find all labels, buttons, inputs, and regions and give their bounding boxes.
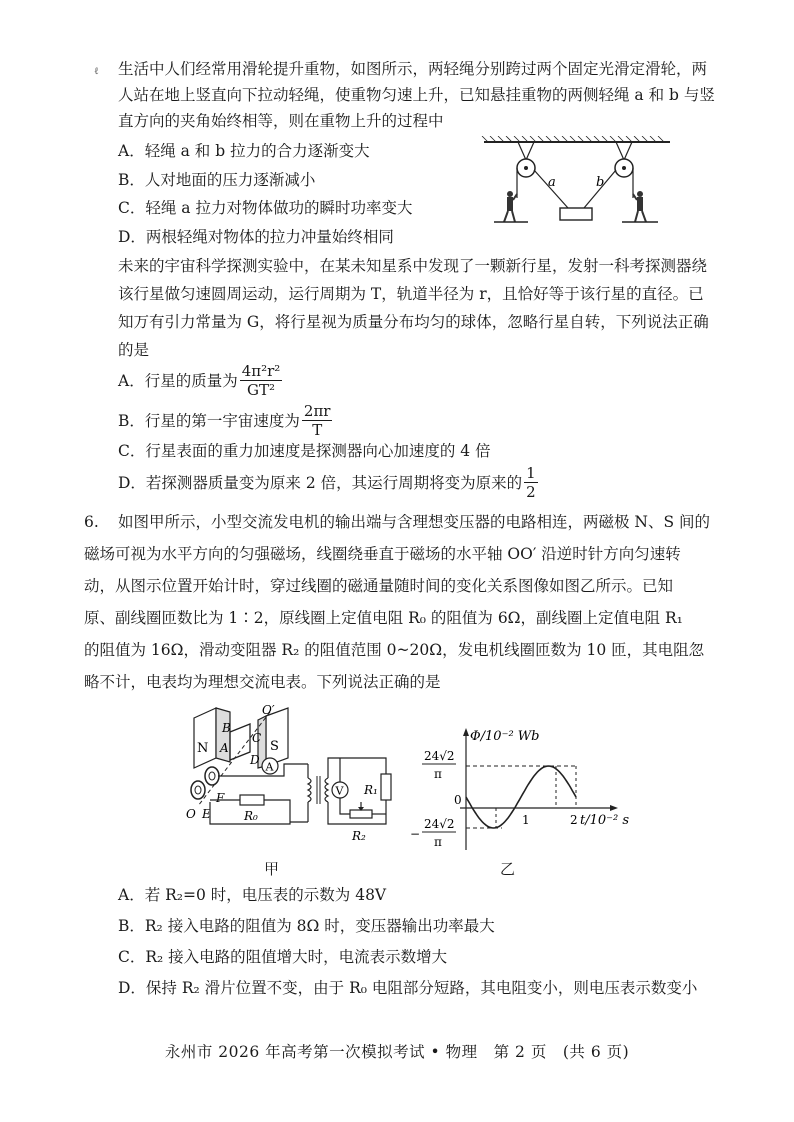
q4-option-b: B．人对地面的压力逐渐减小 <box>118 171 316 189</box>
q6-number: 6. <box>84 513 99 531</box>
question-marker: ℓ <box>94 66 99 77</box>
brush-e-label: E <box>202 807 211 821</box>
q4-option-a: A．轻绳 a 和 b 拉力的合力逐渐变大 <box>118 142 370 160</box>
rope-b-label: b <box>596 175 605 190</box>
q6-stem-line6: 略不计，电表均为理想交流电表。下列说法正确的是 <box>84 673 441 691</box>
page-footer: 永州市 2026 年高考第一次模拟考试 • 物理 第 2 页 (共 6 页) <box>164 1043 630 1061</box>
q5-stem-line3: 知万有引力常量为 G，将行星视为质量分布均匀的球体，忽略行星自转，下列说法正确 <box>118 313 709 331</box>
rope-a-label: a <box>548 175 556 190</box>
q6-option-a: A．若 R₂=0 时，电压表的示数为 48V <box>118 886 387 904</box>
q5-option-d-fraction <box>524 464 538 501</box>
q5-option-d-denominator: 2 <box>526 483 536 501</box>
q5-option-b-text: B．行星的第一宇宙速度为 <box>118 411 300 430</box>
origin-label: 0 <box>454 793 462 807</box>
coil-b-label: B <box>222 721 231 735</box>
q5-stem-line4: 的是 <box>118 341 150 359</box>
voltmeter-label: V <box>335 784 344 798</box>
magnet-s-label: S <box>270 739 279 754</box>
q6-stem-line4: 原、副线圈匝数比为 1∶2，原线圈上定值电阻 R₀ 的阻值为 6Ω，副线圈上定值电阻 R₁ <box>84 609 683 627</box>
q5-option-b <box>118 402 334 439</box>
q5-option-b-fraction <box>302 402 333 439</box>
y-max-numerator: 24√2 <box>424 749 455 763</box>
r2-label: R₂ <box>352 829 366 843</box>
flux-time-graph <box>406 716 646 856</box>
y-min-sign: − <box>410 827 421 841</box>
q4-option-c: C．轻绳 a 拉力对物体做功的瞬时功率变大 <box>118 199 413 217</box>
q5-option-a-fraction <box>240 362 283 399</box>
r0-label: R₀ <box>244 809 258 823</box>
y-min-numerator: 24√2 <box>424 817 455 831</box>
q5-option-c: C．行星表面的重力加速度是探测器向心加速度的 4 倍 <box>118 442 491 460</box>
q4-option-d: D．两根轻绳对物体的拉力冲量始终相同 <box>118 228 394 246</box>
q4-stem-line1: 生活中人们经常用滑轮提升重物，如图所示，两轻绳分别跨过两个固定光滑定滑轮，两 <box>118 60 708 78</box>
y-max-denominator: π <box>434 767 442 781</box>
r1-label: R₁ <box>364 783 378 797</box>
q6-stem-line1: 如图甲所示，小型交流发电机的输出端与含理想变压器的电路相连，两磁极 N、S 间的 <box>118 513 711 531</box>
q5-option-d-text: D．若探测器质量变为原来 2 倍，其运行周期将变为原来的 <box>118 473 523 492</box>
figure-jia-caption: 甲 <box>264 860 280 878</box>
q5-option-a-numerator: 4π²r² <box>241 362 281 380</box>
q5-option-b-denominator: T <box>312 421 323 439</box>
x-axis-label: t/10⁻² s <box>580 813 630 828</box>
q4-stem-line3: 直方向的夹角始终相等，则在重物上升的过程中 <box>118 112 444 130</box>
q5-option-b-numerator: 2πr <box>303 402 331 420</box>
q5-stem-line2: 该行星做匀速圆周运动，运行周期为 T，轨道半径为 r，且恰好等于该行星的直径。已 <box>118 285 704 303</box>
generator-circuit-figure <box>180 702 400 852</box>
figure-yi-caption: 乙 <box>500 860 516 878</box>
brush-f-label: F <box>216 791 225 805</box>
coil-a-label: A <box>220 741 229 755</box>
q6-option-b: B．R₂ 接入电路的阻值为 8Ω 时，变压器输出功率最大 <box>118 917 495 935</box>
q5-option-a-text: A．行星的质量为 <box>118 371 238 390</box>
magnet-n-label: N <box>197 741 209 756</box>
axis-o-label: O <box>186 807 196 821</box>
flux-curve <box>466 766 576 828</box>
ammeter-label: A <box>265 760 274 774</box>
axis-o-prime-label: O′ <box>262 703 275 717</box>
tick-1-label: 1 <box>522 813 530 827</box>
q6-option-d: D．保持 R₂ 滑片位置不变，由于 R₀ 电阻部分短路，其电阻变小，则电压表示数变小 <box>118 979 698 997</box>
y-axis-label: Φ/10⁻² Wb <box>470 729 540 744</box>
y-min-denominator: π <box>434 835 442 849</box>
coil-d-label: D <box>250 753 260 767</box>
q5-option-a-denominator: GT² <box>247 381 276 399</box>
q5-option-d <box>118 464 540 501</box>
coil-c-label: C <box>252 731 262 745</box>
q6-stem-line3: 动，从图示位置开始计时，穿过线圈的磁通量随时间的变化关系图像如图乙所示。已知 <box>84 577 674 595</box>
q5-option-a <box>118 362 284 399</box>
q5-stem-line1: 未来的宇宙科学探测实验中，在某未知星系中发现了一颗新行星，发射一科考探测器绕 <box>118 257 708 275</box>
q4-stem-line2: 人站在地上竖直向下拉动轻绳，使重物匀速上升，已知悬挂重物的两侧轻绳 a 和 b 与竖 <box>118 86 715 104</box>
pulley-figure <box>480 136 676 226</box>
tick-2-label: 2 <box>570 813 578 827</box>
q6-option-c: C．R₂ 接入电路的阻值增大时，电流表示数增大 <box>118 948 448 966</box>
q6-stem-line5: 的阻值为 16Ω，滑动变阻器 R₂ 的阻值范围 0~20Ω，发电机线圈匝数为 10 匝，其电阻忽 <box>84 641 705 659</box>
q5-option-d-numerator: 1 <box>526 464 536 482</box>
q6-stem-line2: 磁场可视为水平方向的匀强磁场，线圈绕垂直于磁场的水平轴 OO′ 沿逆时针方向匀速转 <box>84 545 681 563</box>
